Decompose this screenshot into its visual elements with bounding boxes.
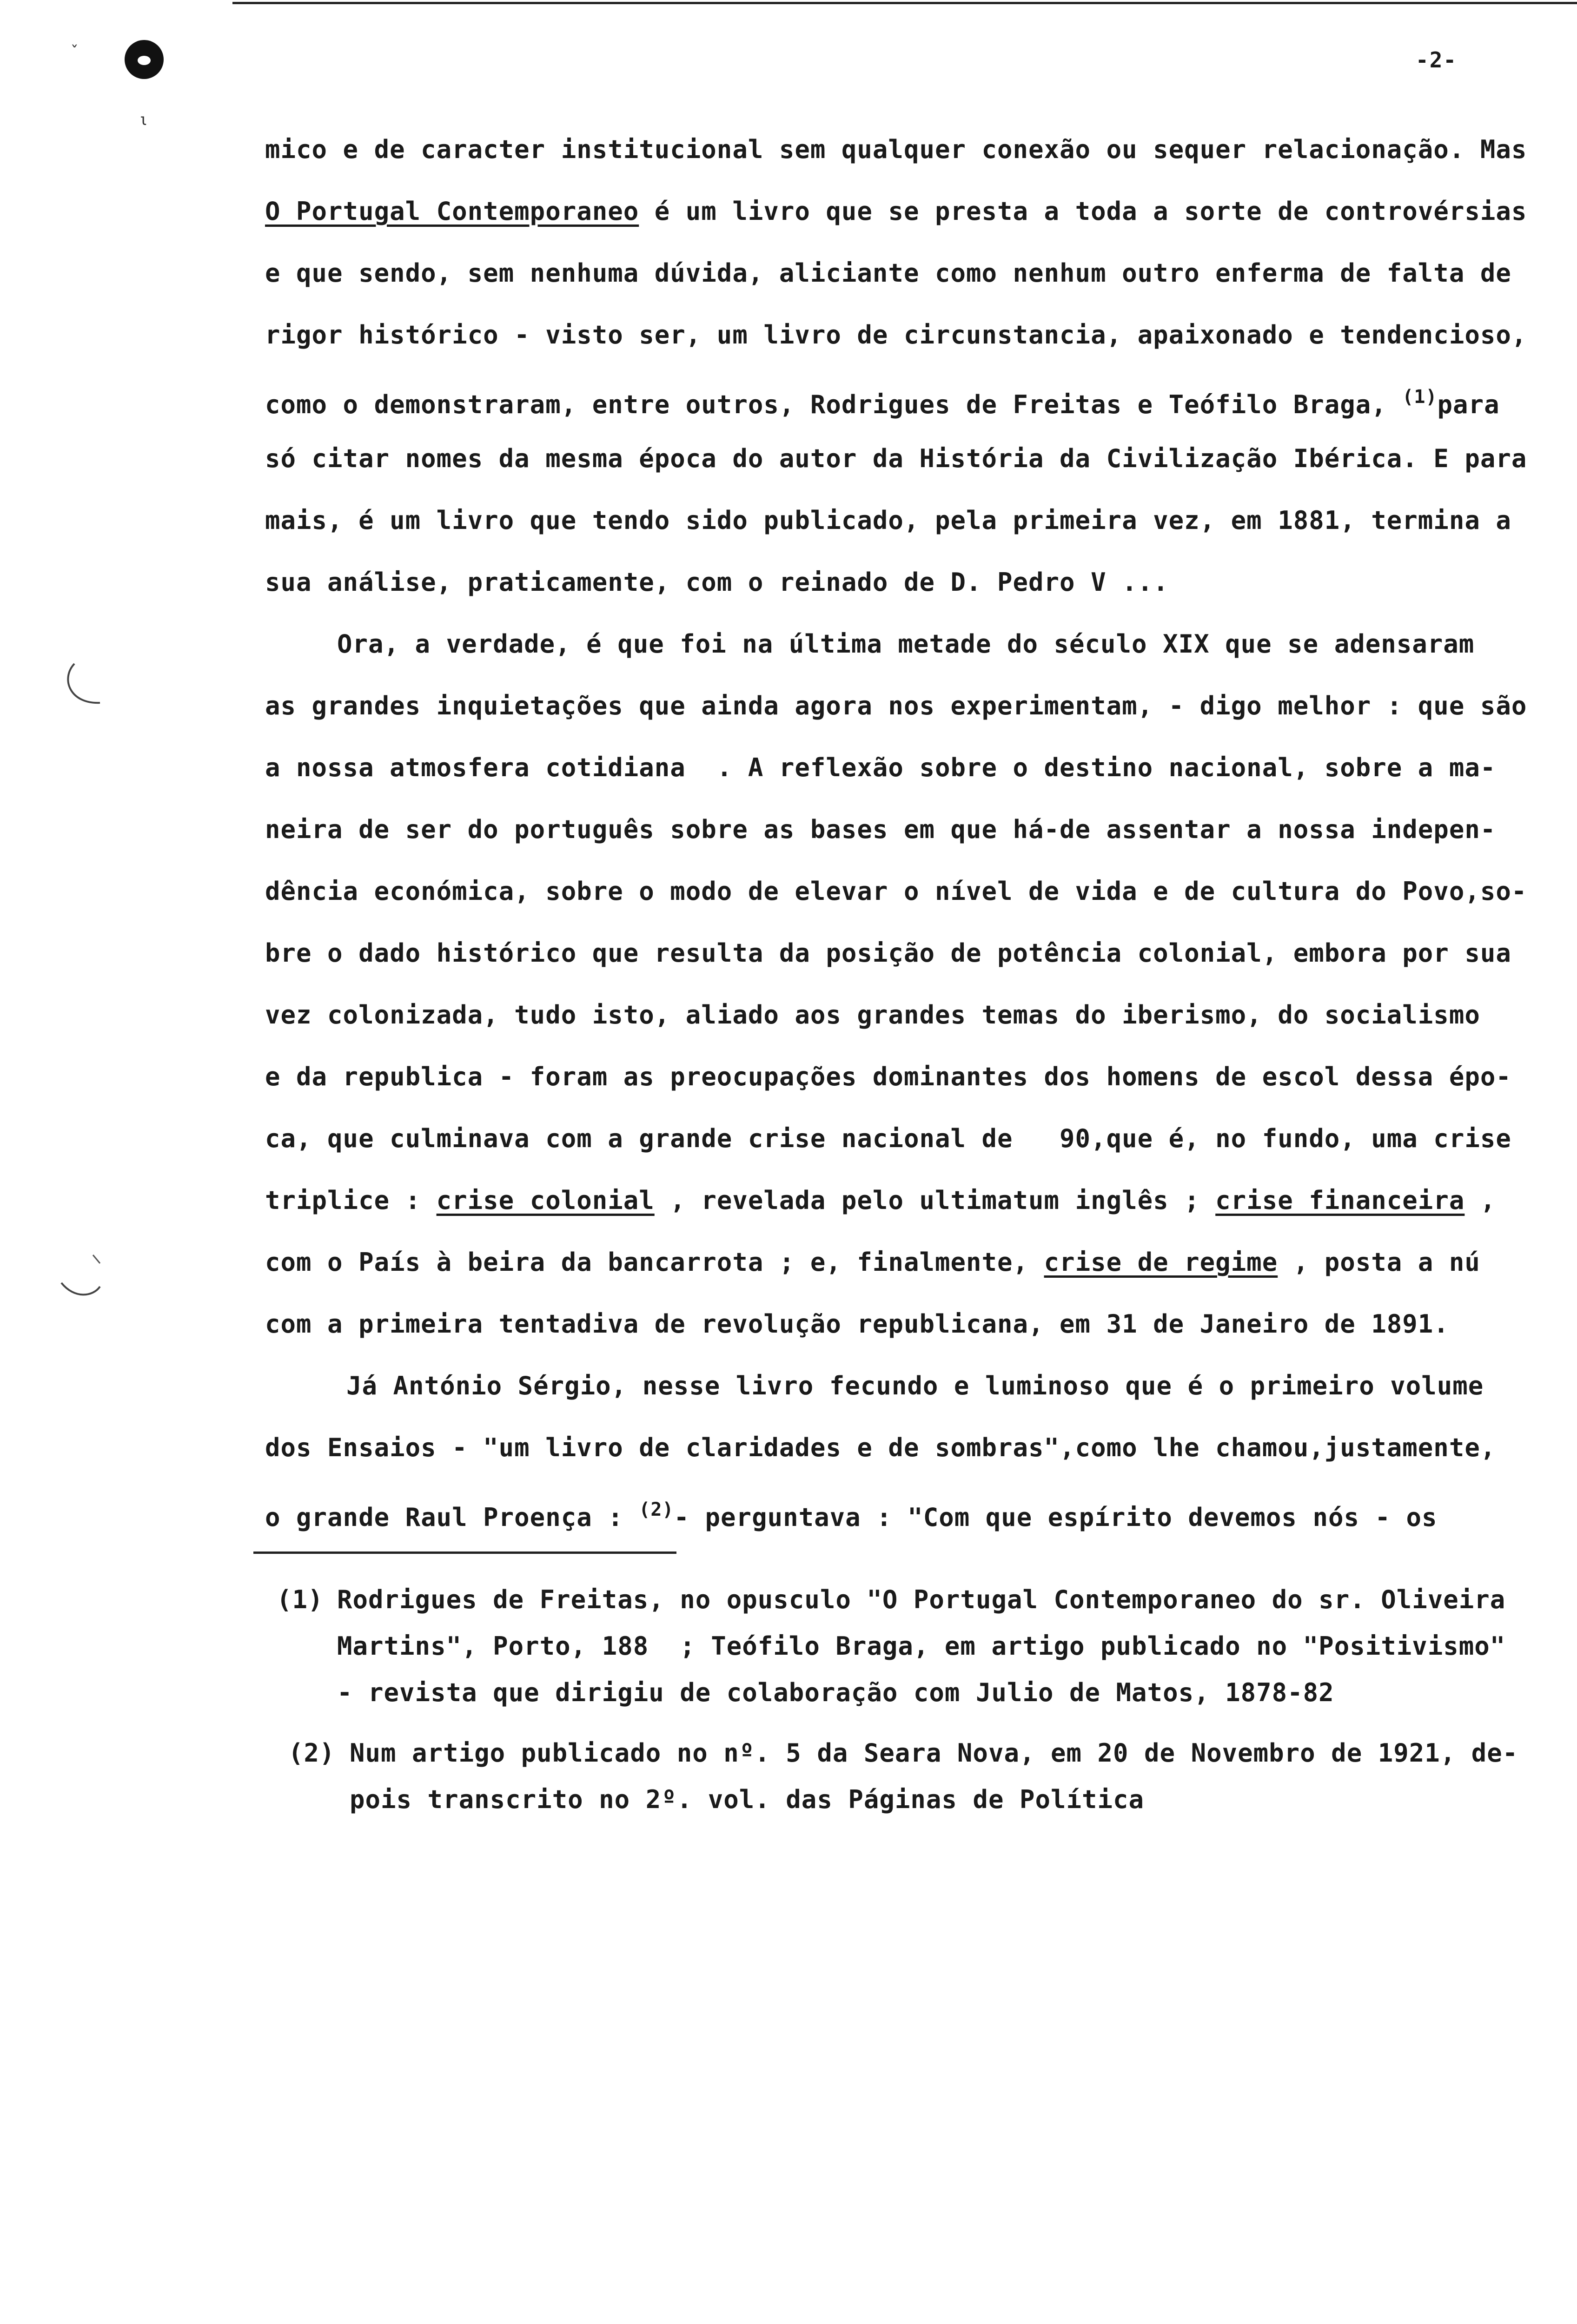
body-line: neira de ser do português sobre as bases em que há-de assentar a nossa indepen- — [265, 815, 1496, 844]
footnote-separator — [253, 1552, 676, 1554]
margin-arc-mark — [56, 1250, 107, 1306]
footnote-marker: (2) — [288, 1738, 335, 1768]
footnote-ref-2: (2) — [639, 1499, 674, 1520]
footnote-line: Martins", Porto, 188 ; Teófilo Braga, em artigo publicado no "Positivismo" — [337, 1631, 1506, 1661]
body-line-with-title: O Portugal Contemporaneo é um livro que se presta a toda a sorte de controvérsias — [265, 197, 1527, 226]
body-line-with-crises: triplice : crise colonial , revelada pelo ultimatum inglês ; crise financeira , — [265, 1186, 1496, 1215]
stray-ink-mark: ι — [139, 111, 148, 129]
body-line-with-footnote-ref: o grande Raul Proença : $^{(2)}$- perguntava : "Com que espírito devemos nós - os — [265, 1499, 1438, 1532]
body-line: Já António Sérgio, nesse livro fecundo e luminoso que é o primeiro volume — [346, 1371, 1484, 1400]
top-edge-rule — [232, 2, 1577, 4]
body-line: dência económica, sobre o modo de elevar o nível de vida e de cultura do Povo,so- — [265, 877, 1527, 906]
crise-de-regime: crise de regime — [1044, 1248, 1278, 1277]
body-line: vez colonizada, tudo isto, aliado aos grandes temas do iberismo, do socialismo — [265, 1000, 1480, 1030]
body-line: as grandes inquietações que ainda agora nos experimentam, - digo melhor : que são — [265, 691, 1527, 720]
footnote-ref-1: (1) — [1402, 386, 1438, 408]
footnote-line: pois transcrito no 2º. vol. das Páginas de Política — [350, 1785, 1145, 1814]
body-line-with-crisis: com o País à beira da bancarrota ; e, finalmente, crise de regime , posta a nú — [265, 1248, 1480, 1277]
body-line: com a primeira tentadiva de revolução republicana, em 31 de Janeiro de 1891. — [265, 1309, 1449, 1339]
crise-financeira: crise financeira — [1215, 1186, 1465, 1215]
body-line-with-footnote-ref: como o demonstraram, entre outros, Rodrigues de Freitas e Teófilo Braga, $^{(1)}$para — [265, 386, 1500, 419]
body-line: só citar nomes da mesma época do autor da História da Civilização Ibérica. E para — [265, 444, 1527, 473]
stray-ink-mark: ˇ — [70, 43, 80, 61]
body-line: rigor histórico - visto ser, um livro de circunstancia, apaixonado e tendencioso, — [265, 320, 1527, 350]
body-line: e que sendo, sem nenhuma dúvida, aliciante como nenhum outro enferma de falta de — [265, 258, 1511, 288]
footnote-line: Num artigo publicado no nº. 5 da Seara Nova, em 20 de Novembro de 1921, de- — [350, 1738, 1518, 1768]
body-line: mais, é um livro que tendo sido publicado, pela primeira vez, em 1881, termina a — [265, 506, 1511, 535]
body-line: bre o dado histórico que resulta da posição de potência colonial, embora por sua — [265, 938, 1511, 968]
body-line: sua análise, praticamente, com o reinado de D. Pedro V ... — [265, 568, 1169, 597]
footnote-line: - revista que dirigiu de colaboração com Julio de Matos, 1878-82 — [337, 1678, 1334, 1707]
crise-colonial: crise colonial — [436, 1186, 655, 1215]
footnote-marker: (1) — [277, 1585, 324, 1614]
body-line: mico e de caracter institucional sem qualquer conexão ou sequer relacionação. Mas — [265, 135, 1527, 164]
body-line: a nossa atmosfera cotidiana . A reflexão sobre o destino nacional, sobre a ma- — [265, 753, 1496, 782]
book-title: O Portugal Contemporaneo — [265, 197, 639, 226]
footnote-line: Rodrigues de Freitas, no opusculo "O Portugal Contemporaneo do sr. Oliveira — [337, 1585, 1506, 1614]
page-number: -2- — [1416, 47, 1458, 73]
body-line: Ora, a verdade, é que foi na última metade do século XIX que se adensaram — [337, 629, 1475, 659]
punch-hole-icon — [122, 37, 166, 82]
body-line: ca, que culminava com a grande crise nacional de 90,que é, no fundo, uma crise — [265, 1124, 1511, 1153]
margin-arc-mark — [56, 660, 107, 711]
body-line: dos Ensaios - "um livro de claridades e de sombras",como lhe chamou,justamente, — [265, 1433, 1496, 1462]
body-line: e da republica - foram as preocupações dominantes dos homens de escol dessa épo- — [265, 1062, 1511, 1091]
